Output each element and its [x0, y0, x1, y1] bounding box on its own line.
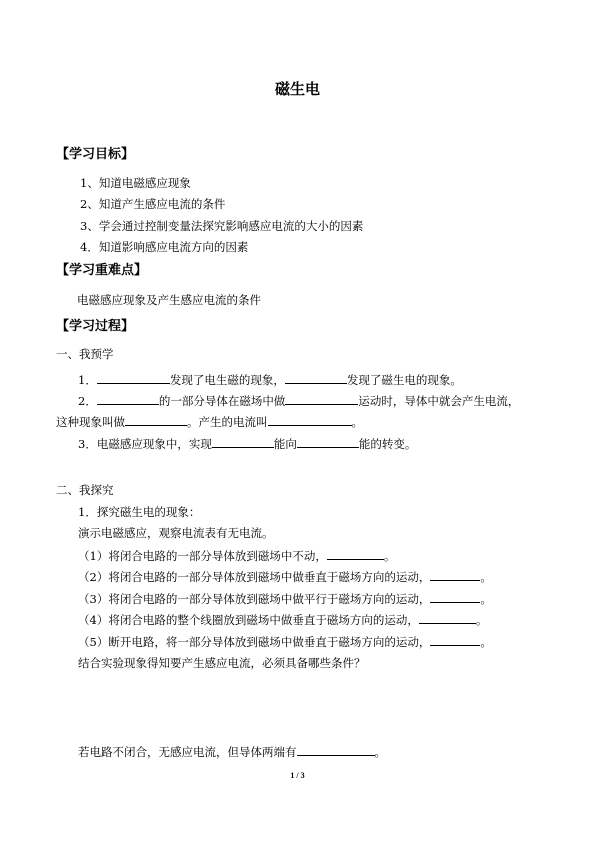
step-text: （5）断开电路，将一部分导体放到磁场中做垂直于磁场方向的运动， — [78, 635, 431, 649]
key-points-text: 电磁感应现象及产生感应电流的条件 — [77, 293, 261, 307]
answer-blank[interactable] — [285, 371, 347, 384]
question-text: 发现了电生磁的现象， — [169, 373, 285, 387]
goal-item-1: 1、知道电磁感应现象 — [80, 176, 191, 190]
explore-heading: 二、我探究 — [56, 483, 114, 497]
answer-blank[interactable] — [212, 435, 274, 448]
goal-item-3: 3、学会通过控制变量法探究影响感应电流的大小的因素 — [80, 219, 364, 233]
answer-blank[interactable] — [327, 547, 384, 560]
answer-blank[interactable] — [297, 743, 375, 756]
step-text: （1）将闭合电路的一部分导体放到磁场中不动， — [78, 549, 327, 563]
question-text: 能向 — [273, 437, 297, 451]
preview-question-1 — [78, 371, 462, 388]
demo-text: 演示电磁感应，观察电流表有无电流。 — [78, 526, 274, 540]
end-mark: 。 — [374, 745, 386, 759]
experiment-step-3 — [78, 590, 492, 607]
answer-blank[interactable] — [285, 392, 358, 405]
key-points-heading: 【学习重难点】 — [56, 263, 148, 278]
page-number: 1 / 3 — [290, 771, 305, 780]
preview-question-3 — [78, 435, 416, 452]
answer-blank[interactable] — [430, 568, 480, 581]
question-number: 2． — [78, 394, 97, 408]
open-circuit-statement — [78, 743, 386, 760]
question-number: 1． — [78, 373, 97, 387]
step-text: （2）将闭合电路的一部分导体放到磁场中做垂直于磁场方向的运动， — [78, 570, 431, 584]
question-text: 能的转变。 — [358, 437, 417, 451]
explore-item-1: 1．探究磁生电的现象： — [78, 505, 201, 519]
goals-heading: 【学习目标】 — [56, 147, 135, 162]
experiment-step-5 — [78, 633, 492, 650]
question-text: 发现了磁生电的现象。 — [346, 373, 462, 387]
question-text: 3．电磁感应现象中，实现 — [78, 437, 212, 451]
end-mark: 。 — [480, 635, 492, 649]
page-title: 磁生电 — [274, 80, 320, 98]
goal-item-4: 4．知道影响感应电流方向的因素 — [80, 240, 249, 254]
end-mark: 。 — [480, 570, 492, 584]
answer-blank[interactable] — [268, 413, 352, 426]
step-text: （3）将闭合电路的一部分导体放到磁场中做平行于磁场方向的运动， — [78, 592, 431, 606]
end-mark: 。 — [383, 549, 396, 563]
process-heading: 【学习过程】 — [56, 319, 135, 334]
end-mark: 。 — [475, 613, 488, 627]
experiment-step-4 — [78, 611, 487, 628]
question-text: 这种现象叫做 — [56, 415, 125, 429]
preview-question-2-cont — [56, 413, 363, 430]
experiment-step-2 — [78, 568, 492, 585]
step-text: （4）将闭合电路的整个线圈放到磁场中做垂直于磁场方向的运动， — [78, 613, 419, 627]
preview-question-2 — [78, 392, 519, 409]
answer-blank[interactable] — [430, 590, 480, 603]
statement-text: 若电路不闭合，无感应电流，但导体两端有 — [78, 745, 297, 759]
end-mark: 。 — [480, 592, 492, 606]
answer-blank[interactable] — [430, 633, 480, 646]
experiment-step-1 — [78, 547, 395, 564]
conclusion-question: 结合实验现象得知要产生感应电流，必须具备哪些条件？ — [78, 656, 366, 670]
question-text: 。产生的电流叫 — [187, 415, 268, 429]
question-text: 运动时，导体中就会产生电流， — [358, 394, 520, 408]
goal-item-2: 2、知道产生感应电流的条件 — [80, 197, 226, 211]
question-text: 。 — [351, 415, 363, 429]
answer-blank[interactable] — [125, 413, 187, 426]
answer-blank[interactable] — [419, 611, 476, 624]
preview-heading: 一、我预学 — [56, 347, 114, 361]
question-text: 的一部分导体在磁场中做 — [158, 394, 286, 408]
answer-blank[interactable] — [97, 392, 159, 405]
answer-blank[interactable] — [297, 435, 359, 448]
answer-blank[interactable] — [97, 371, 170, 384]
